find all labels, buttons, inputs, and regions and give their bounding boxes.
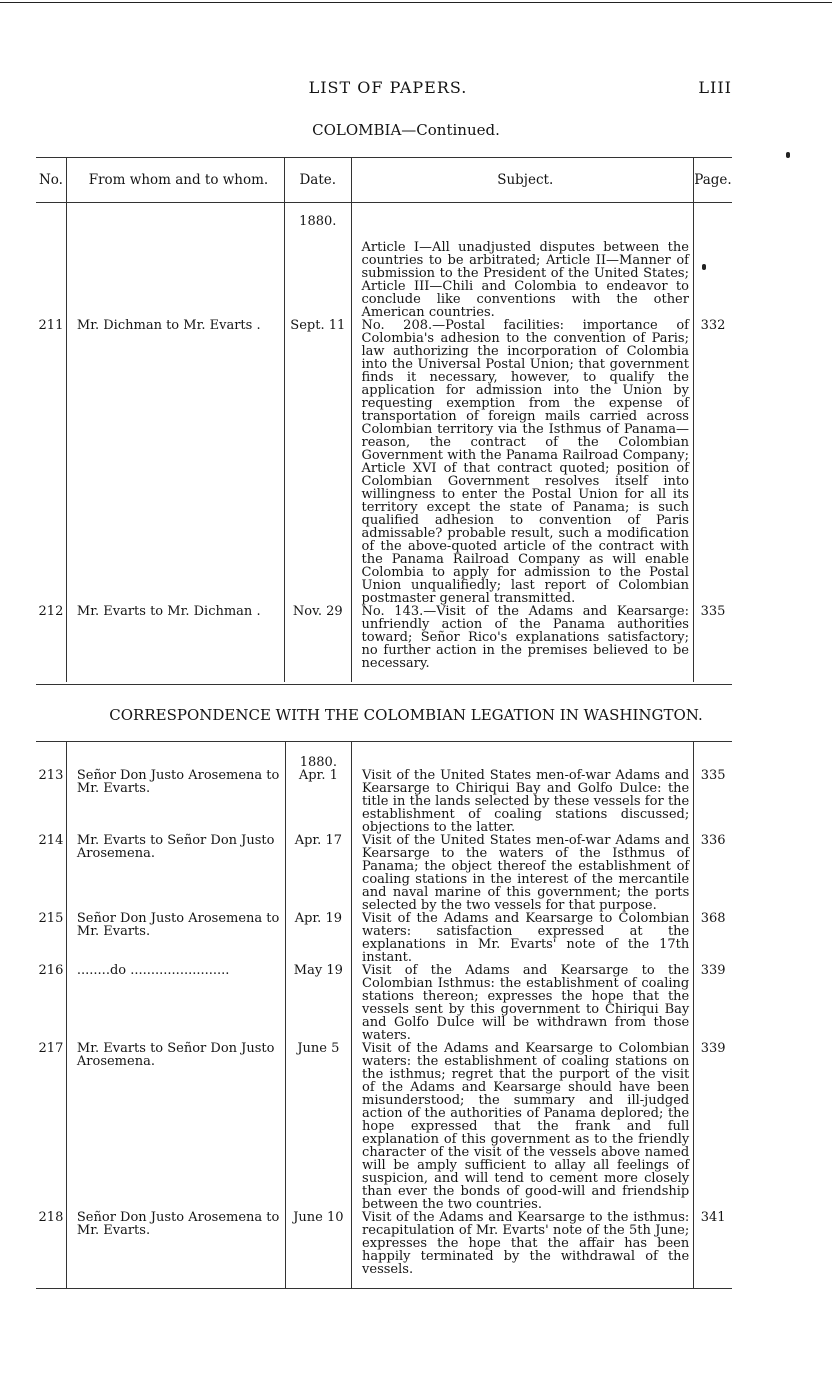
row-number: 212	[36, 605, 66, 682]
page-number: LIII	[698, 78, 732, 97]
table-row	[36, 1211, 732, 1288]
row-from-to: Señor Don Justo Arosemena to Mr. Evarts.	[66, 912, 285, 964]
row-subject: Visit of the Adams and Kearsarge to the Colombian Isthmus: the establishment of coaling stations thereon; expresses the hope that the vessels sent by this government to Chiriqui Bay and Golfo Dulce will be withdrawn from those waters.	[352, 964, 694, 1042]
row-date: June 5	[285, 1042, 351, 1211]
year-row	[36, 203, 732, 242]
row-number: 217	[36, 1042, 66, 1211]
table-row	[36, 769, 732, 834]
row-page: 368	[700, 911, 726, 926]
row-date: Sept. 11	[285, 319, 351, 605]
row-date: Apr. 17	[285, 834, 351, 912]
row-subject: No. 143.—Visit of the Adams and Kearsarge: unfriendly action of the Panama authorities toward; Señor Rico's explanations satisfactory; no further action in the premises believed to be necessary.	[351, 605, 693, 682]
row-from-to: Señor Don Justo Arosemena to Mr. Evarts.	[66, 769, 285, 834]
row-page: 332	[700, 318, 726, 333]
row-subject: Visit of the United States men-of-war Adams and Kearsarge to Chiriqui Bay and Golfo Dulce: the title in the lands selected by these vessels for the establishment of coaling stations discussed; objections to the latter.	[352, 769, 694, 834]
row-page: 339	[700, 1041, 726, 1056]
table-row	[36, 834, 732, 912]
table-row	[36, 605, 732, 682]
row-from-to: Mr. Evarts to Señor Don Justo Arosemena.	[66, 1042, 285, 1211]
column-header-from: From whom and to whom.	[66, 158, 284, 203]
page-title: LIST OF PAPERS.	[308, 78, 468, 97]
subject-continuation: Article I—All unadjusted disputes between the countries to be arbitrated; Article II—Manner of submission to the President of the United States; Article III—Chili and Colombia to endeavor to conclude like conventions with the other American countries.	[351, 241, 693, 319]
table-row	[36, 319, 732, 605]
papers-table-legation	[36, 741, 732, 1288]
row-subject: Visit of the United States men-of-war Adams and Kearsarge to the waters of the Isthmus of Panama; the object thereof the establishment of coaling stations in the interest of the mercantile and naval marine of this government; the ports selected by the two vessels for that purpose.	[352, 834, 694, 912]
ink-speck	[786, 152, 790, 158]
table-header-row	[36, 158, 732, 203]
row-date: May 19	[285, 964, 351, 1042]
column-header-subject: Subject.	[351, 158, 693, 203]
table-bottom-rule	[36, 684, 732, 685]
table-row	[36, 1042, 732, 1211]
row-date: June 10	[285, 1211, 351, 1288]
row-subject: Visit of the Adams and Kearsarge to the isthmus: recapitulation of Mr. Evarts' note of the 5th June; expresses the hope that the affair has been happily terminated by the withdrawal of the vessels.	[352, 1211, 694, 1288]
row-number: 215	[36, 912, 66, 964]
row-page: 335	[700, 604, 726, 619]
row-from-to: Mr. Evarts to Señor Don Justo Arosemena.	[66, 834, 285, 912]
section-title-colombia: COLOMBIA—Continued.	[312, 121, 500, 139]
table-row	[36, 912, 732, 964]
row-subject: Visit of the Adams and Kearsarge to Colombian waters: satisfaction expressed at the explanations in Mr. Evarts' note of the 17th instant.	[352, 912, 694, 964]
column-header-page: Page.	[693, 158, 732, 203]
column-header-date: Date.	[285, 158, 351, 203]
column-header-no: No.	[36, 158, 66, 203]
section-title-legation: CORRESPONDENCE WITH THE COLOMBIAN LEGATION IN WASHINGTON.	[109, 706, 703, 724]
row-page: 335	[700, 768, 726, 783]
year-label: 1880.	[285, 742, 351, 769]
row-from-to: Señor Don Justo Arosemena to Mr. Evarts.	[66, 1211, 285, 1288]
page-top-rule	[0, 2, 832, 3]
row-date: Apr. 1	[285, 769, 351, 834]
row-number: 211	[36, 319, 66, 605]
row-subject: No. 208.—Postal facilities: importance of Colombia's adhesion to the convention of Paris; law authorizing the incorporation of Colombia into the Universal Postal Union; that government finds it necessary, however, to qualify the application for admission into the Union by requesting exemption from the expense of transportation of foreign mails carried across Colombian territory via the Isthmus of Panama—reason, the contract of the Colombian Government with the Panama Railroad Company; Article XVI of that contract quoted; position of Colombian Government resolves itself into willingness to enter the Postal Union for all its territory except the state of Panama; is such qualified adhesion to convention of Paris admissable? probable result, such a modification of the above-quoted article of the contract with the Panama Railroad Company as will enable Colombia to apply for admission to the Postal Union unqualifiedly; last report of Colombian postmaster general transmitted.	[351, 319, 693, 605]
row-date: Apr. 19	[285, 912, 351, 964]
row-number: 216	[36, 964, 66, 1042]
row-date: Nov. 29	[285, 605, 351, 682]
year-label: 1880.	[285, 203, 351, 242]
year-row	[36, 742, 732, 769]
row-number: 214	[36, 834, 66, 912]
row-page: 341	[700, 1210, 726, 1225]
row-page: 339	[700, 963, 726, 978]
row-subject: Visit of the Adams and Kearsarge to Colombian waters: the establishment of coaling stations on the isthmus; regret that the purport of the visit of the Adams and Kearsarge should have been misunderstood; the summary and ill-judged action of the authorities of Panama deplored; the hope expressed that the frank and full explanation of this government as to the friendly character of the visit of the vessels above named will be amply sufficient to allay all feelings of suspicion, and will tend to cement more closely than ever the bonds of good-will and friendship between the two countries.	[352, 1042, 694, 1211]
row-from-to: ........do ........................	[66, 964, 285, 1042]
row-number: 213	[36, 769, 66, 834]
row-page: 336	[700, 833, 726, 848]
table-bottom-rule	[36, 1288, 732, 1289]
ink-speck	[702, 264, 706, 270]
row-number: 218	[36, 1211, 66, 1288]
table-row	[36, 964, 732, 1042]
running-head	[0, 78, 832, 102]
row-from-to: Mr. Dichman to Mr. Evarts .	[66, 319, 284, 605]
row-from-to: Mr. Evarts to Mr. Dichman .	[66, 605, 284, 682]
papers-table-colombia	[36, 157, 732, 682]
continuation-row	[36, 241, 732, 319]
